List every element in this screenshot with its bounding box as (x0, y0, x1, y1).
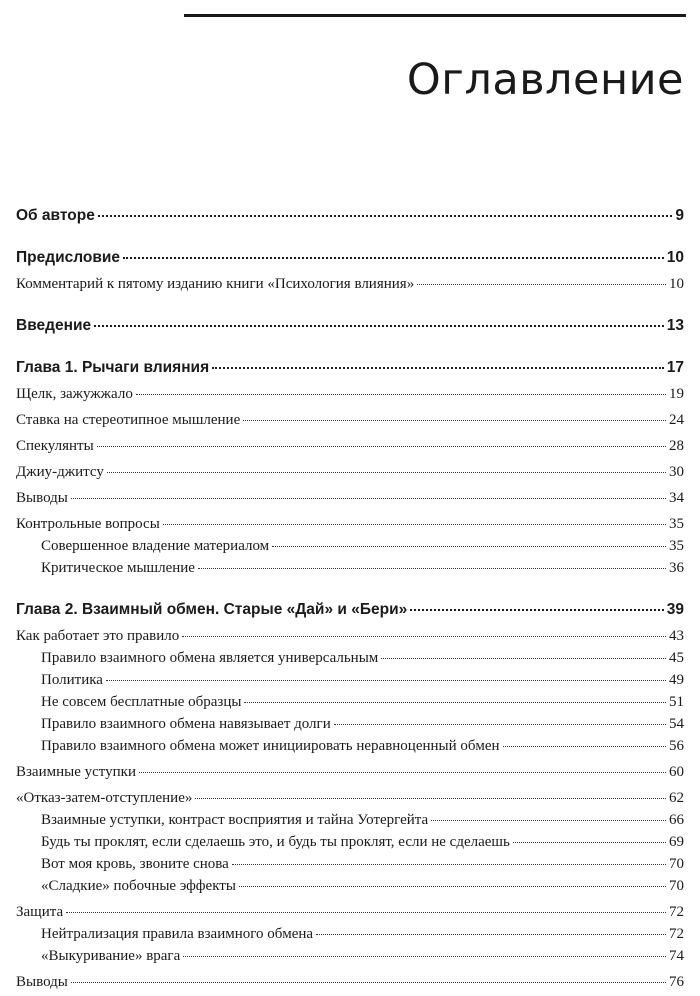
toc-entry-label: Нейтрализация правила взаимного обмена (41, 926, 314, 942)
dot-leader (244, 702, 666, 703)
dot-leader (107, 472, 666, 473)
toc-entry-label: Щелк, зажужжало (16, 386, 133, 402)
toc-entry-subsection[interactable] (16, 831, 684, 853)
toc-entry-page: 70 (669, 856, 684, 872)
toc-entry-preface[interactable] (16, 247, 684, 269)
toc-entry-label: Взаимные уступки (16, 764, 136, 780)
toc-entry-label: Предисловие (16, 249, 121, 266)
toc-entry-introduction[interactable] (16, 315, 684, 337)
toc-entry-page: 39 (666, 601, 684, 618)
toc-entry-label: Защита (16, 904, 64, 920)
toc-entry-page: 72 (669, 926, 684, 942)
toc-entry-label: Глава 1. Рычаги влияния (16, 359, 210, 376)
dot-leader (334, 724, 666, 725)
toc-entry-label: Правило взаимного обмена навязывает долги (41, 716, 331, 732)
toc-entry-page: 19 (669, 386, 684, 402)
toc-entry-about-author[interactable] (16, 205, 684, 227)
toc-entry-section[interactable] (16, 461, 684, 483)
toc-entry-section[interactable] (16, 971, 684, 993)
page-title: Оглавление (406, 54, 684, 105)
dot-leader (98, 215, 673, 217)
dot-leader (94, 325, 664, 327)
toc-entry-label: Будь ты проклят, если сделаешь это, и будь ты проклят, если не сделаешь (41, 834, 510, 850)
toc-entry-page: 10 (669, 276, 684, 292)
top-rule (184, 14, 686, 17)
toc-entry-label: Критическое мышление (41, 560, 195, 576)
toc-entry-subsection[interactable] (16, 557, 684, 579)
toc-entry-page: 74 (669, 948, 684, 964)
dot-leader (182, 636, 666, 637)
toc-entry-label: Правило взаимного обмена может инициировать неравноценный обмен (41, 738, 500, 754)
toc-entry-section[interactable] (16, 787, 684, 809)
toc-entry-subsection[interactable] (16, 735, 684, 757)
toc-entry-subsection[interactable] (16, 923, 684, 945)
toc-entry-label: «Отказ-затем-отступление» (16, 790, 193, 806)
toc-entry-page: 56 (669, 738, 684, 754)
toc-entry-label: Выводы (16, 490, 68, 506)
toc-entry-page: 43 (669, 628, 684, 644)
toc-entry-subsection[interactable] (16, 809, 684, 831)
toc-entry-label: Выводы (16, 974, 68, 990)
toc-entry-chapter-1[interactable] (16, 357, 684, 379)
dot-leader (410, 609, 664, 611)
toc-entry-label: Не совсем бесплатные образцы (41, 694, 242, 710)
toc-entry-subsection[interactable] (16, 875, 684, 897)
dot-leader (316, 934, 666, 935)
toc-entry-chapter-2[interactable] (16, 599, 684, 621)
toc-entry-section[interactable] (16, 761, 684, 783)
dot-leader (212, 367, 664, 369)
toc-entry-page: 13 (666, 317, 684, 334)
toc-entry-page: 9 (675, 207, 684, 224)
toc-entry-page: 28 (669, 438, 684, 454)
toc-entry-subsection[interactable] (16, 647, 684, 669)
toc-entry-label: Джиу-джитсу (16, 464, 104, 480)
toc-entry-page: 51 (669, 694, 684, 710)
toc-entry-subsection[interactable] (16, 853, 684, 875)
toc-entry-label: Правило взаимного обмена является универсальным (41, 650, 379, 666)
toc-entry-label: Комментарий к пятому изданию книги «Психология влияния» (16, 276, 415, 292)
table-of-contents (16, 205, 684, 993)
toc-entry-section[interactable] (16, 435, 684, 457)
toc-entry-page: 76 (669, 974, 684, 990)
dot-leader (97, 446, 666, 447)
toc-entry-page: 70 (669, 878, 684, 894)
toc-entry-page: 35 (669, 538, 684, 554)
dot-leader (503, 746, 666, 747)
toc-entry-page: 62 (669, 790, 684, 806)
dot-leader (243, 420, 666, 421)
toc-entry-label: Политика (41, 672, 103, 688)
toc-entry-section[interactable] (16, 487, 684, 509)
toc-entry-page: 10 (666, 249, 684, 266)
toc-entry-section[interactable] (16, 383, 684, 405)
toc-entry-page: 35 (669, 516, 684, 532)
toc-entry-subsection[interactable] (16, 691, 684, 713)
toc-entry-page: 66 (669, 812, 684, 828)
dot-leader (239, 886, 666, 887)
toc-entry-page: 45 (669, 650, 684, 666)
toc-entry-page: 69 (669, 834, 684, 850)
dot-leader (381, 658, 666, 659)
dot-leader (232, 864, 666, 865)
toc-entry-label: «Сладкие» побочные эффекты (41, 878, 236, 894)
toc-entry-subsection[interactable] (16, 945, 684, 967)
dot-leader (66, 912, 666, 913)
dot-leader (183, 956, 666, 957)
toc-entry-page: 36 (669, 560, 684, 576)
dot-leader (136, 394, 666, 395)
dot-leader (106, 680, 666, 681)
toc-entry-label: Как работает это правило (16, 628, 180, 644)
dot-leader (513, 842, 666, 843)
dot-leader (195, 798, 666, 799)
toc-entry-page: 54 (669, 716, 684, 732)
dot-leader (431, 820, 666, 821)
toc-entry-label: «Выкуривание» врага (41, 948, 181, 964)
toc-entry-label: Спекулянты (16, 438, 94, 454)
toc-entry-page: 34 (669, 490, 684, 506)
toc-entry-label: Взаимные уступки, контраст восприятия и тайна Уотергейта (41, 812, 429, 828)
toc-entry-section[interactable] (16, 901, 684, 923)
toc-entry-section[interactable] (16, 409, 684, 431)
dot-leader (198, 568, 666, 569)
toc-entry-page: 30 (669, 464, 684, 480)
dot-leader (417, 284, 666, 285)
toc-entry-label: Ставка на стереотипное мышление (16, 412, 241, 428)
dot-leader (71, 982, 666, 983)
toc-entry-page: 24 (669, 412, 684, 428)
toc-entry-section[interactable] (16, 513, 684, 535)
dot-leader (272, 546, 666, 547)
toc-entry-fifth-edition-comment[interactable] (16, 273, 684, 295)
dot-leader (139, 772, 666, 773)
toc-entry-page: 49 (669, 672, 684, 688)
toc-entry-label: Введение (16, 317, 92, 334)
toc-entry-label: Совершенное владение материалом (41, 538, 270, 554)
toc-entry-label: Об авторе (16, 207, 95, 224)
toc-entry-subsection[interactable] (16, 713, 684, 735)
dot-leader (71, 498, 666, 499)
toc-entry-page: 72 (669, 904, 684, 920)
toc-entry-page: 17 (666, 359, 684, 376)
toc-entry-subsection[interactable] (16, 669, 684, 691)
toc-entry-page: 60 (669, 764, 684, 780)
toc-entry-section[interactable] (16, 625, 684, 647)
dot-leader (163, 524, 666, 525)
toc-entry-label: Вот моя кровь, звоните снова (41, 856, 229, 872)
toc-entry-label: Глава 2. Взаимный обмен. Старые «Дай» и «Бери» (16, 601, 408, 618)
toc-entry-subsection[interactable] (16, 535, 684, 557)
dot-leader (123, 257, 664, 259)
toc-entry-label: Контрольные вопросы (16, 516, 160, 532)
